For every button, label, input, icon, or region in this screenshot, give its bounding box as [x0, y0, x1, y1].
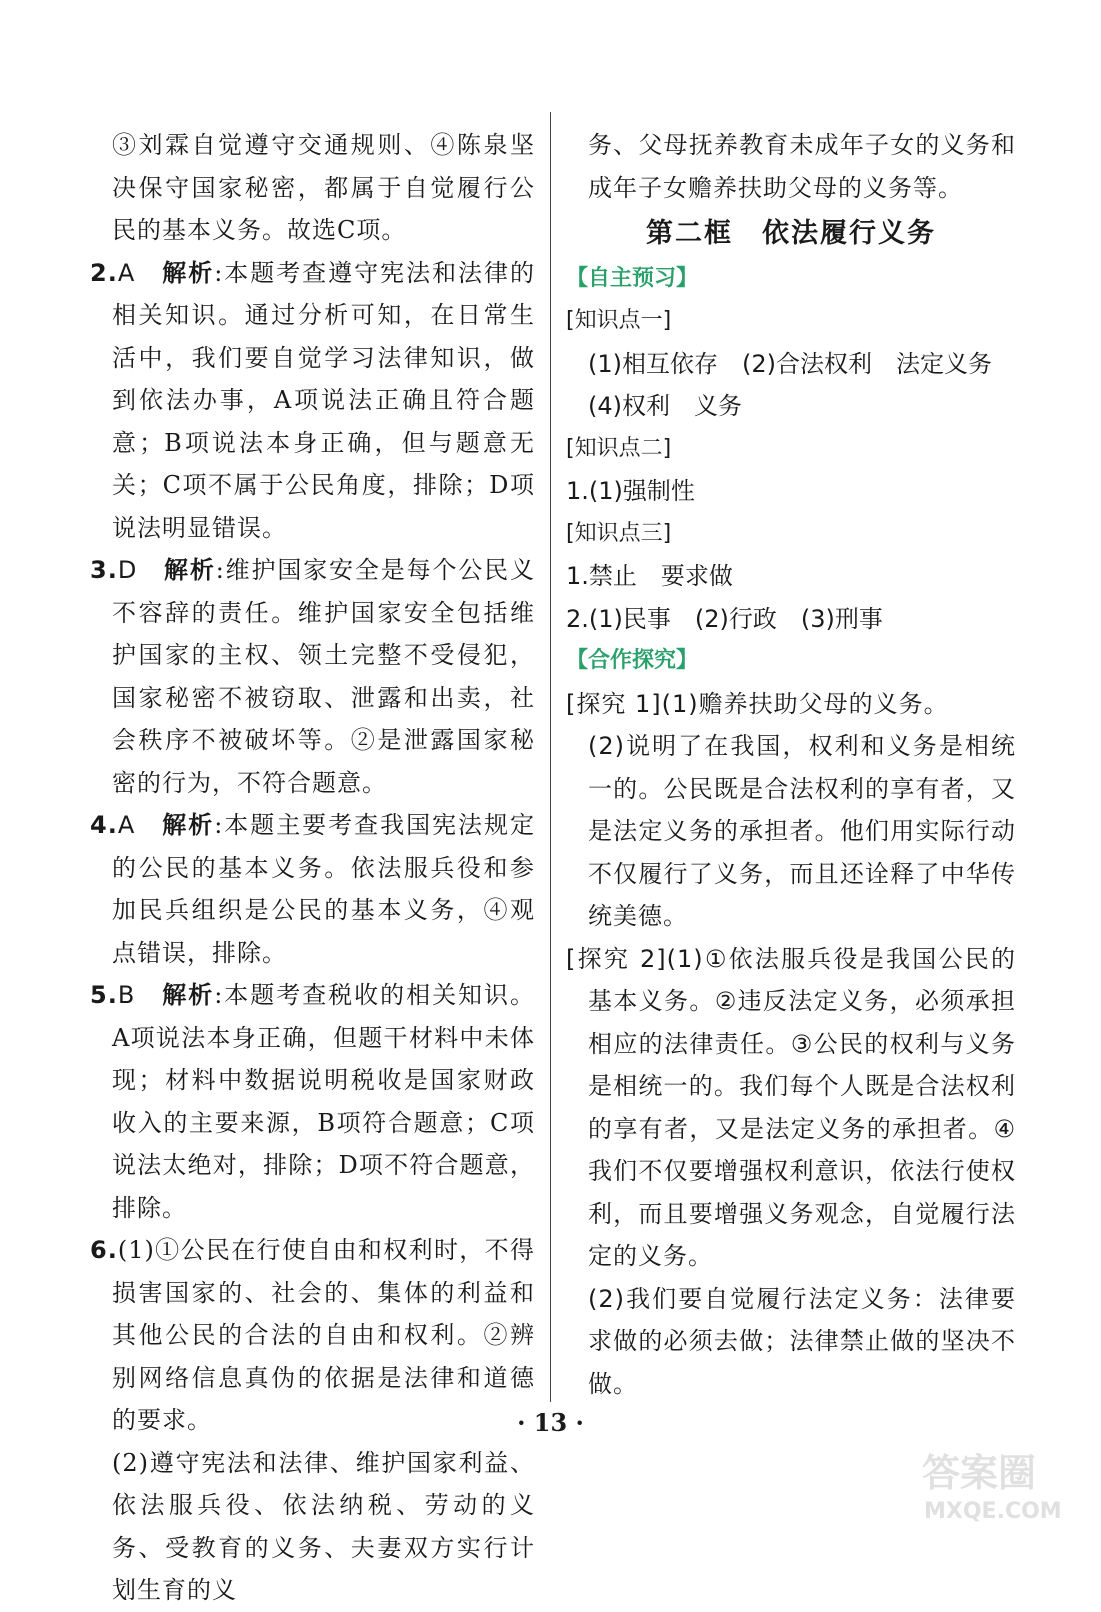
analysis-label: 解析	[162, 981, 215, 1009]
explore-1-answer: (1)赡养扶助父母的义务。	[661, 689, 949, 718]
left-column	[90, 124, 535, 1612]
answer-item-5	[90, 974, 535, 1229]
knowledge-point-1-answer-line1: (1)相互依存 (2)合法权利 法定义务	[588, 349, 992, 378]
item-letter: D	[117, 556, 138, 584]
knowledge-point-2-answer: 1.(1)强制性	[566, 477, 695, 505]
answer-item-2	[90, 252, 535, 550]
right-column	[566, 124, 1016, 1405]
answer-item-4	[90, 804, 535, 974]
answer-item-6-part2: (2)遵守宪法和法律、维护国家利益、依法服兵役、依法纳税、劳动的义务、受教育的义务、夫妻双方实行计划生育的义	[112, 1448, 535, 1604]
column-divider	[550, 112, 551, 1402]
page-number: · 13 ·	[517, 1408, 584, 1437]
item-number: 3.	[90, 556, 118, 584]
continuation-paragraph: 务、父母抚养教育未成年子女的义务和成年子女赡养扶助父母的义务等。	[588, 131, 1016, 202]
knowledge-point-1-heading: [知识点一]	[566, 308, 672, 333]
explore-2-label: [探究 2]	[566, 944, 667, 973]
explore-2-answer: (1)①依法服兵役是我国公民的基本义务。②违反法定义务，必须承担相应的法律责任。③公民的权利与义务是相统一的。我们每个人既是合法权利的享有者，又是法定义务的承担者。④我们不仅要增强权利意识，依法行使权利，而且要增强义务观念，自觉履行法定的义务。	[588, 944, 1016, 1270]
answer-item-3	[90, 549, 535, 804]
item-letter: A	[117, 811, 136, 839]
explore-2-paragraph2: (2)我们要自觉履行法定义务：法律要求做的必须去做；法律禁止做的坚决不做。	[588, 1284, 1016, 1398]
item-letter: B	[117, 981, 136, 1009]
item-number: 4.	[90, 811, 118, 839]
item-text: :本题主要考查我国宪法规定的公民的基本义务。依法服兵役和参加民兵组织是公民的基本义务，④观点错误，排除。	[112, 811, 536, 967]
preview-heading: 【自主预习】	[566, 265, 699, 291]
explore-2-line1	[566, 938, 1016, 1278]
analysis-label: 解析	[162, 811, 215, 839]
item-text: (1)①公民在行使自由和权利时，不得损害国家的、社会的、集体的利益和其他公民的合法的自由和权利。②辨别网络信息真伪的依据是法律和道德的要求。	[112, 1236, 535, 1434]
explore-1-paragraph2: (2)说明了在我国，权利和义务是相统一的。公民既是合法权利的享有者，又是法定义务的承担者。他们用实际行动不仅履行了义务，而且还诠释了中华传统美德。	[588, 732, 1016, 930]
item-number: 2.	[90, 258, 118, 287]
knowledge-point-3-answer-line1: 1.禁止 要求做	[566, 562, 733, 590]
item-letter: A	[117, 258, 136, 287]
explore-1-line1	[566, 683, 1016, 726]
item-text: :本题考查遵守宪法和法律的相关知识。通过分析可知，在日常生活中，我们要自觉学习法律知识，做到依法办事，A项说法正确且符合题意；B项说法本身正确，但与题意无关；C项不属于公民角度，排除；D项说法明显错误。	[112, 258, 536, 542]
analysis-label: 解析	[164, 556, 216, 584]
item-number: 5.	[90, 981, 118, 1009]
watermark-text-line1: 答案圈	[922, 1451, 1037, 1495]
item-text: :本题考查税收的相关知识。A项说法本身正确，但题干材料中未体现；材料中数据说明税收是国家财政收入的主要来源，B项符合题意；C项说法太绝对，排除；D项不符合题意，排除。	[112, 981, 535, 1222]
watermark-logo	[914, 1440, 1089, 1526]
item-number: 6.	[90, 1236, 118, 1264]
intro-paragraph: ③刘霖自觉遵守交通规则、④陈泉坚决保守国家秘密，都属于自觉履行公民的基本义务。故选C项。	[112, 131, 535, 244]
knowledge-point-3-heading: [知识点三]	[566, 520, 672, 546]
explore-heading: 【合作探究】	[566, 648, 699, 673]
knowledge-point-2-heading: [知识点二]	[566, 435, 672, 461]
watermark-text-line2: MXQE.COM	[924, 1499, 1062, 1524]
item-text: :维护国家安全是每个公民义不容辞的责任。维护国家安全包括维护国家的主权、领土完整不受侵犯，国家秘密不被窃取、泄露和出卖，社会秩序不被破坏等。②是泄露国家秘密的行为，不符合题意。	[112, 556, 535, 797]
analysis-label: 解析	[162, 258, 215, 287]
explore-1-label: [探究 1]	[566, 689, 662, 718]
knowledge-point-3-answer-line2: 2.(1)民事 (2)行政 (3)刑事	[566, 604, 883, 633]
section-title: 第二框 依法履行义务	[646, 218, 936, 249]
knowledge-point-1-answer-line2: (4)权利 义务	[588, 392, 742, 420]
